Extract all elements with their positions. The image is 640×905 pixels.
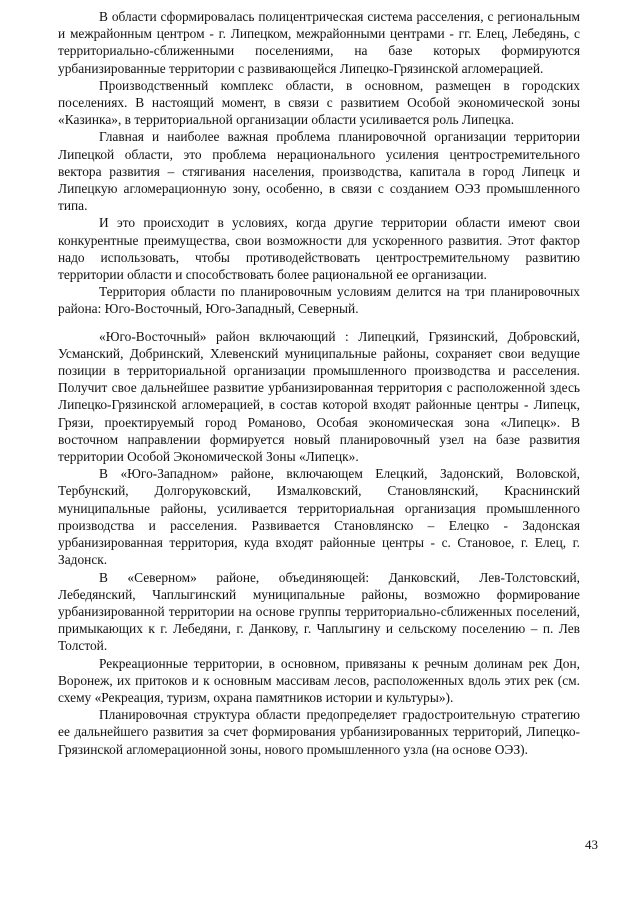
paragraph-production-complex: Производственный комплекс области, в основном, размещен в городских поселениях. В настоящий момент, в связи с развитием Особой экономической зоны «Казинка», в территориальной организации области усиливается роль Липецка. (58, 77, 580, 128)
paragraph-recreation-territories: Рекреационные территории, в основном, привязаны к речным долинам рек Дон, Воронеж, их притоков и к основным массивам лесов, расположенных вдоль этих рек (см. схему «Рекреация, туризм, охрана памятников истории и культуры»). (58, 655, 580, 705)
paragraph-planning-districts: Территория области по планировочным условиям делится на три планировочных района: Юго-Восточный, Юго-Западный, Северный. (58, 284, 580, 317)
paragraph-main-problem: Главная и наиболее важная проблема планировочной организации территории Липецкой области, это проблема нерационального усиления центростремительного вектора развития – стягивания населения, производства, капитала в город Липецк и Липецкую агломерационную зону, особенно, в связи с созданием ОЭЗ промышленного типа. (58, 129, 580, 214)
paragraph-settlement-system: В области сформировалась полицентрическая система расселения, с региональным и межрайонным центром - г. Липецком, межрайонными центрами - гг. Елец, Лебедянь, с территориально-сближенными поселениями, на базе которых формируются урбанизированные территории с развивающейся Липецко-Грязинской агломерацией. (58, 9, 580, 76)
document-body (58, 8, 580, 758)
paragraph-north-district: В «Северном» районе, объединяющей: Данковский, Лев-Толстовский, Лебедянский, Чаплыгинский муниципальные районы, возможно формирование урбанизированной территории на основе группы территориально-сближенных поселений, примыкающих к г. Лебедяни, г. Данкову, г. Чаплыгину и сельскому поселению – п. Лев Толстой. (58, 569, 580, 654)
paragraph-competitive-advantages: И это происходит в условиях, когда другие территории области имеют свои конкурентные преимущества, свои возможности для ускоренного развития. Этот фактор надо использовать, чтобы противодействовать центростремительному развитию территории области и способствовать более рациональной ее организации. (58, 215, 580, 283)
page-number: 43 (585, 837, 598, 852)
paragraph-south-east-district: «Юго-Восточный» район включающий : Липецкий, Грязинский, Добровский, Усманский, Добринский, Хлевенский муниципальные районы, сохраняет свои ведущие позиции в территориальной организации промышленного производства и расселения. Получит свое дальнейшее развитие урбанизированная территория с расположенной здесь Липецко-Грязинской агломерацией, в состав которой входят районные центры - Липецк, Грязи, проектируемый город Романово, Особая экономическая зона «Липецк». В восточном направлении формируется новый планировочный узел на базе развития территории Особой Экономической Зоны «Липецк». (58, 328, 580, 465)
paragraph-south-west-district: В «Юго-Западном» районе, включающем Елецкий, Задонский, Воловской, Тербунский, Долгоруковский, Измалковский, Становлянский, Краснинский муниципальные районы, усиливается территориальная организация промышленного производства и расселения. Развивается Становлянско – Елецко - Задонская урбанизированная территория, куда входят районные центры - с. Становое, г. Елец, г. Задонск. (58, 466, 580, 568)
paragraph-planning-strategy: Планировочная структура области предопределяет градостроительную стратегию ее дальнейшего развития за счет формирования урбанизированных территорий, Липецко-Грязинской агломерационной зоны, нового промышленного узла (на основе ОЭЗ). (58, 707, 580, 757)
